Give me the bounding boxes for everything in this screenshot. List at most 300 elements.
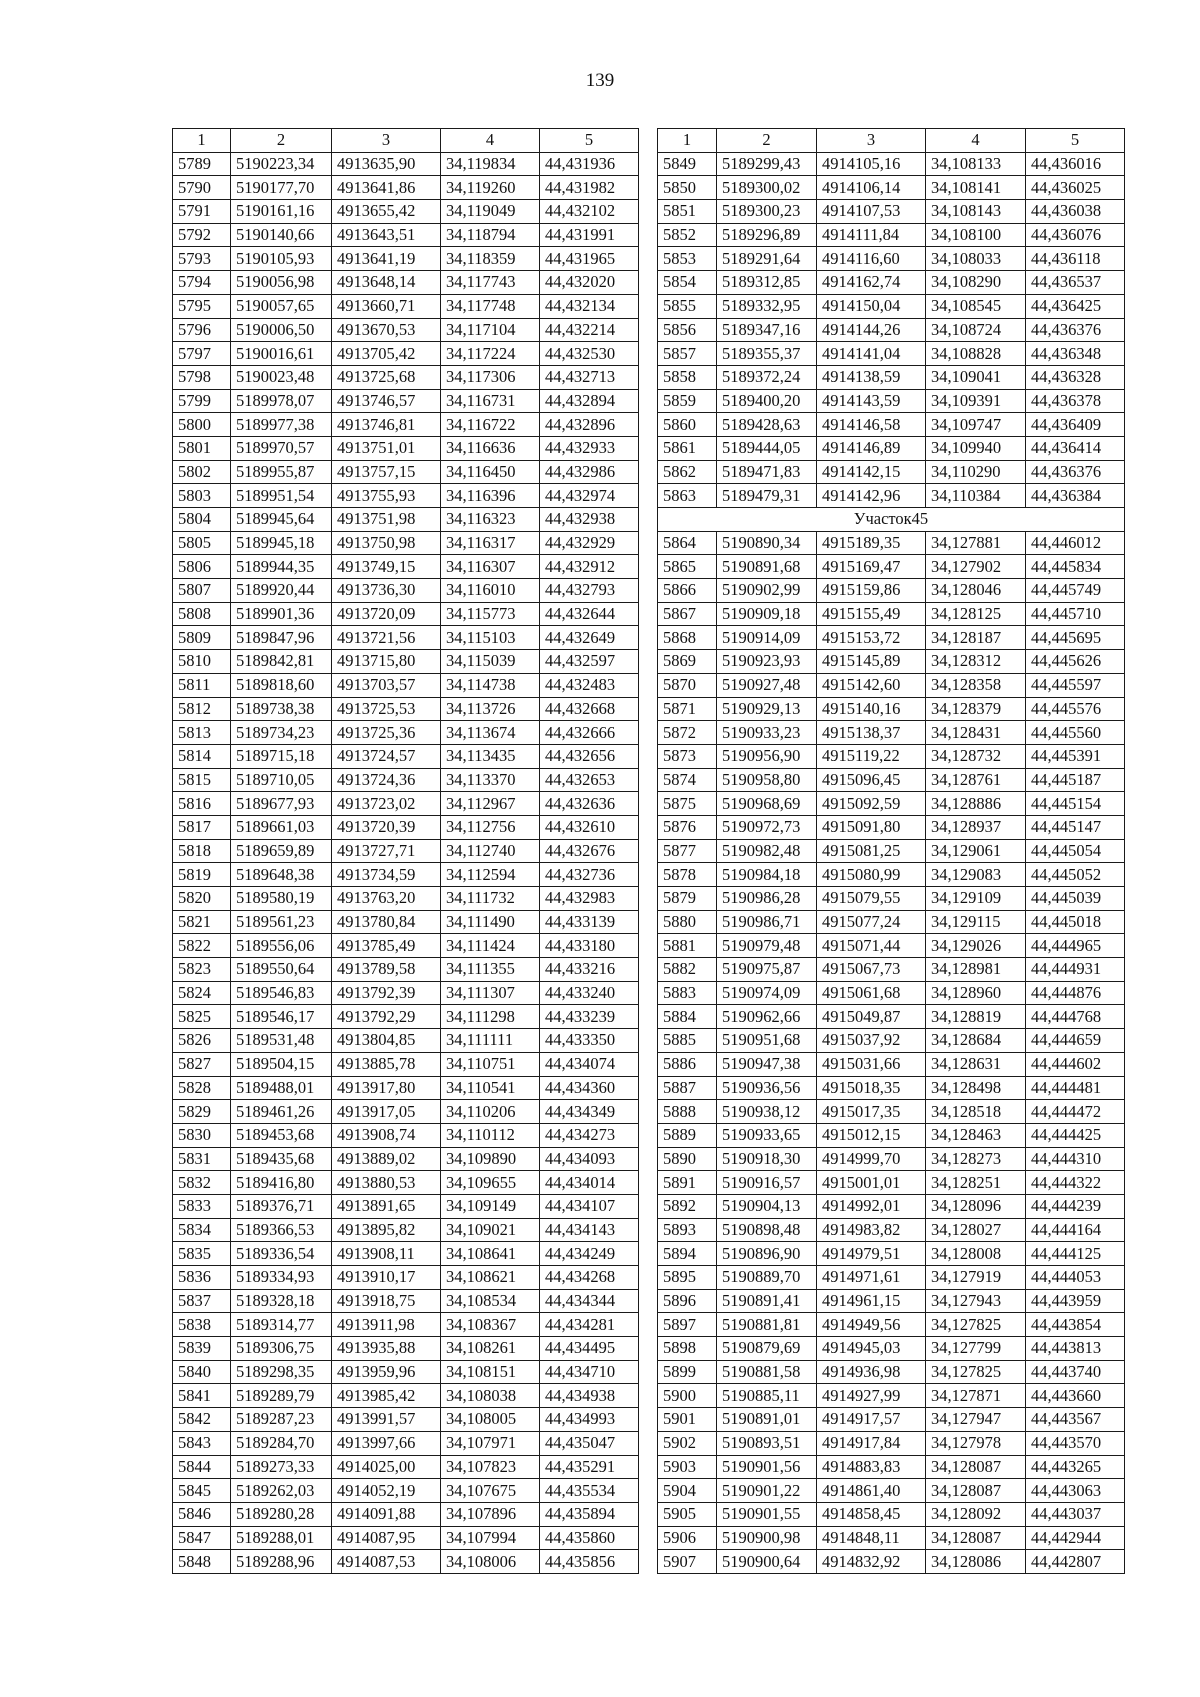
table-cell: 5875 (658, 792, 717, 816)
table-cell: 44,445054 (1026, 839, 1125, 863)
table-cell: 44,432636 (540, 792, 639, 816)
table-cell: 5190016,61 (231, 342, 332, 366)
table-row (658, 626, 1125, 650)
table-cell: 5189296,89 (717, 223, 817, 247)
table-cell: 5190918,30 (717, 1147, 817, 1171)
table-cell: 5850 (658, 176, 717, 200)
table-cell: 4914979,51 (817, 1242, 926, 1266)
table-row (173, 1384, 639, 1408)
table-cell: 5189262,03 (231, 1479, 332, 1503)
table-cell: 34,116323 (441, 508, 540, 532)
table-cell: 44,445147 (1026, 815, 1125, 839)
table-cell: 4914091,88 (332, 1502, 441, 1526)
table-row (658, 460, 1125, 484)
table-row (658, 602, 1125, 626)
table-cell: 5815 (173, 768, 231, 792)
table-cell: 4914945,03 (817, 1337, 926, 1361)
table-cell: 44,442944 (1026, 1526, 1125, 1550)
table-cell: 5845 (173, 1479, 231, 1503)
table-cell: 44,432713 (540, 365, 639, 389)
table-cell: 5856 (658, 318, 717, 342)
table-cell: 5190006,50 (231, 318, 332, 342)
table-cell: 34,113726 (441, 697, 540, 721)
table-cell: 34,128379 (926, 697, 1026, 721)
table-cell: 4913725,53 (332, 697, 441, 721)
table-cell: 5825 (173, 1005, 231, 1029)
table-row (658, 768, 1125, 792)
table-row (658, 1218, 1125, 1242)
table-cell: 5189734,23 (231, 721, 332, 745)
table-cell: 5884 (658, 1005, 717, 1029)
table-cell: 44,434281 (540, 1313, 639, 1337)
table-cell: 5189561,23 (231, 910, 332, 934)
table-cell: 34,108828 (926, 342, 1026, 366)
table-cell: 5790 (173, 176, 231, 200)
table-cell: 44,432530 (540, 342, 639, 366)
table-cell: 34,116722 (441, 413, 540, 437)
table-cell: 5190901,56 (717, 1455, 817, 1479)
table-row (173, 1171, 639, 1195)
table-cell: 5190933,23 (717, 721, 817, 745)
table-cell: 5190105,93 (231, 247, 332, 271)
table-cell: 4913959,96 (332, 1360, 441, 1384)
table-row (173, 1029, 639, 1053)
table-cell: 5189580,19 (231, 887, 332, 911)
table-cell: 4915155,49 (817, 602, 926, 626)
table-cell: 5820 (173, 887, 231, 911)
table-row (173, 1218, 639, 1242)
table-cell: 5190975,87 (717, 958, 817, 982)
table-row (173, 1526, 639, 1550)
table-cell: 44,443063 (1026, 1479, 1125, 1503)
table-cell: 5804 (173, 508, 231, 532)
table-cell: 4913705,42 (332, 342, 441, 366)
table-row (173, 1123, 639, 1147)
table-cell: 5822 (173, 934, 231, 958)
table-row (173, 910, 639, 934)
table-cell: 34,109021 (441, 1218, 540, 1242)
table-cell: 44,432666 (540, 721, 639, 745)
table-cell: 34,116450 (441, 460, 540, 484)
table-cell: 34,128358 (926, 673, 1026, 697)
table-cell: 4914848,11 (817, 1526, 926, 1550)
table-row (173, 555, 639, 579)
table-cell: 34,109655 (441, 1171, 540, 1195)
table-cell: 5900 (658, 1384, 717, 1408)
table-row (658, 1550, 1125, 1574)
table-cell: 44,444425 (1026, 1123, 1125, 1147)
table-cell: 4913804,85 (332, 1029, 441, 1053)
table-cell: 5889 (658, 1123, 717, 1147)
table-cell: 4914983,82 (817, 1218, 926, 1242)
table-cell: 5868 (658, 626, 717, 650)
table-cell: 44,445576 (1026, 697, 1125, 721)
table-cell: 4913734,59 (332, 863, 441, 887)
table-row (658, 650, 1125, 674)
table-cell: 34,111111 (441, 1029, 540, 1053)
table-cell: 4914917,57 (817, 1408, 926, 1432)
table-cell: 5897 (658, 1313, 717, 1337)
table-cell: 4914936,98 (817, 1360, 926, 1384)
table-cell: 34,128463 (926, 1123, 1026, 1147)
table-cell: 34,111307 (441, 981, 540, 1005)
table-cell: 34,127825 (926, 1360, 1026, 1384)
table-cell: 5792 (173, 223, 231, 247)
table-cell: 5189648,38 (231, 863, 332, 887)
table-cell: 4913648,14 (332, 271, 441, 295)
table-cell: 4913908,74 (332, 1123, 441, 1147)
table-row (658, 342, 1125, 366)
table-cell: 4913757,15 (332, 460, 441, 484)
table-cell: 5189661,03 (231, 815, 332, 839)
table-cell: 4915189,35 (817, 531, 926, 555)
table-cell: 5190177,70 (231, 176, 332, 200)
table-cell: 4913655,42 (332, 200, 441, 224)
table-cell: 5841 (173, 1384, 231, 1408)
table-row (173, 721, 639, 745)
table-row (658, 1005, 1125, 1029)
table-cell: 34,111424 (441, 934, 540, 958)
table-cell: 34,109041 (926, 365, 1026, 389)
table-cell: 5802 (173, 460, 231, 484)
table-row (173, 200, 639, 224)
table-cell: 34,128096 (926, 1194, 1026, 1218)
table-cell: 34,109391 (926, 389, 1026, 413)
table-cell: 4913720,39 (332, 815, 441, 839)
table-cell: 5896 (658, 1289, 717, 1313)
table-cell: 34,127947 (926, 1408, 1026, 1432)
table-cell: 4914961,15 (817, 1289, 926, 1313)
table-cell: 4915079,55 (817, 887, 926, 911)
table-row (173, 579, 639, 603)
table-cell: 5189288,01 (231, 1526, 332, 1550)
table-cell: 5888 (658, 1100, 717, 1124)
table-cell: 34,127943 (926, 1289, 1026, 1313)
table-cell: 44,444965 (1026, 934, 1125, 958)
table-cell: 34,128187 (926, 626, 1026, 650)
table-cell: 4914858,45 (817, 1502, 926, 1526)
table-cell: 44,434143 (540, 1218, 639, 1242)
table-cell: 34,128937 (926, 815, 1026, 839)
table-cell: 44,432986 (540, 460, 639, 484)
table-cell: 4913746,57 (332, 389, 441, 413)
table-cell: 34,107675 (441, 1479, 540, 1503)
table-cell: 34,108621 (441, 1266, 540, 1290)
table-cell: 5869 (658, 650, 717, 674)
table-cell: 5189289,79 (231, 1384, 332, 1408)
table-cell: 44,445187 (1026, 768, 1125, 792)
table-cell: 34,128087 (926, 1455, 1026, 1479)
table-cell: 5851 (658, 200, 717, 224)
table-cell: 34,110290 (926, 460, 1026, 484)
table-cell: 5806 (173, 555, 231, 579)
table-row (173, 1005, 639, 1029)
table-row (658, 318, 1125, 342)
table-row (173, 294, 639, 318)
table-cell: 34,114738 (441, 673, 540, 697)
table-cell: 5826 (173, 1029, 231, 1053)
table-cell: 5863 (658, 484, 717, 508)
table-cell: 34,108545 (926, 294, 1026, 318)
table-cell: 44,444053 (1026, 1266, 1125, 1290)
table-cell: 5190984,18 (717, 863, 817, 887)
table-row (173, 1289, 639, 1313)
table-cell: 4913746,81 (332, 413, 441, 437)
table-cell: 4914106,14 (817, 176, 926, 200)
table-row (658, 910, 1125, 934)
table-cell: 5854 (658, 271, 717, 295)
table-cell: 5812 (173, 697, 231, 721)
table-cell: 5190023,48 (231, 365, 332, 389)
table-cell: 34,128498 (926, 1076, 1026, 1100)
table-cell: 34,129115 (926, 910, 1026, 934)
table-row (658, 958, 1125, 982)
table-cell: 5189306,75 (231, 1337, 332, 1361)
table-cell: 5190968,69 (717, 792, 817, 816)
table-cell: 5904 (658, 1479, 717, 1503)
table-row (658, 555, 1125, 579)
table-cell: 5189546,17 (231, 1005, 332, 1029)
table-row (173, 176, 639, 200)
table-row (658, 1194, 1125, 1218)
table-cell: 4913908,11 (332, 1242, 441, 1266)
table-cell: 4913721,56 (332, 626, 441, 650)
table-cell: 34,111298 (441, 1005, 540, 1029)
table-cell: 34,108141 (926, 176, 1026, 200)
table-cell: 5190893,51 (717, 1431, 817, 1455)
table-cell: 34,127871 (926, 1384, 1026, 1408)
table-cell: 5838 (173, 1313, 231, 1337)
table-cell: 34,112594 (441, 863, 540, 887)
table-cell: 44,445749 (1026, 579, 1125, 603)
table-cell: 5894 (658, 1242, 717, 1266)
table-cell: 5847 (173, 1526, 231, 1550)
table-cell: 5189479,31 (717, 484, 817, 508)
table-cell: 44,435860 (540, 1526, 639, 1550)
table-row (173, 247, 639, 271)
table-cell: 5811 (173, 673, 231, 697)
table-cell: 44,435534 (540, 1479, 639, 1503)
table-row (658, 1313, 1125, 1337)
table-cell: 4914832,92 (817, 1550, 926, 1574)
table-cell: 5817 (173, 815, 231, 839)
table-row (173, 981, 639, 1005)
table-cell: 44,432644 (540, 602, 639, 626)
table-cell: 34,128251 (926, 1171, 1026, 1195)
table-row (658, 934, 1125, 958)
table-row (658, 579, 1125, 603)
table-cell: 5866 (658, 579, 717, 603)
table-row (658, 531, 1125, 555)
table-row (173, 1100, 639, 1124)
section-row (658, 508, 1125, 532)
table-cell: 34,108005 (441, 1408, 540, 1432)
table-cell: 44,445039 (1026, 887, 1125, 911)
table-cell: 44,432974 (540, 484, 639, 508)
table-cell: 5189488,01 (231, 1076, 332, 1100)
column-header: 5 (540, 129, 639, 153)
table-cell: 5819 (173, 863, 231, 887)
table-cell: 5190947,38 (717, 1052, 817, 1076)
table-cell: 5893 (658, 1218, 717, 1242)
table-row (658, 815, 1125, 839)
table-cell: 4915091,80 (817, 815, 926, 839)
table-cell: 4914025,00 (332, 1455, 441, 1479)
table-cell: 44,432793 (540, 579, 639, 603)
table-cell: 4913750,98 (332, 531, 441, 555)
table-cell: 4915081,25 (817, 839, 926, 863)
table-cell: 44,434993 (540, 1408, 639, 1432)
table-cell: 44,444931 (1026, 958, 1125, 982)
table-cell: 34,110206 (441, 1100, 540, 1124)
table-cell: 5189416,80 (231, 1171, 332, 1195)
table-cell: 34,119049 (441, 200, 540, 224)
table-cell: 44,436025 (1026, 176, 1125, 200)
table-cell: 5796 (173, 318, 231, 342)
table-cell: 44,445626 (1026, 650, 1125, 674)
column-header: 1 (173, 129, 231, 153)
table-cell: 34,113370 (441, 768, 540, 792)
table-cell: 4913889,02 (332, 1147, 441, 1171)
table-cell: 5852 (658, 223, 717, 247)
table-cell: 4914107,53 (817, 200, 926, 224)
table-cell: 34,119834 (441, 152, 540, 176)
table-cell: 5842 (173, 1408, 231, 1432)
table-cell: 5849 (658, 152, 717, 176)
table-row (173, 887, 639, 911)
table-cell: 44,432656 (540, 744, 639, 768)
table-cell: 5190901,55 (717, 1502, 817, 1526)
table-row (658, 1242, 1125, 1266)
table-cell: 4913789,58 (332, 958, 441, 982)
table-row (658, 1147, 1125, 1171)
table-cell: 4913911,98 (332, 1313, 441, 1337)
table-row (658, 1526, 1125, 1550)
right-coordinate-table (657, 128, 1125, 1574)
table-cell: 34,115773 (441, 602, 540, 626)
table-cell: 44,432020 (540, 271, 639, 295)
column-header: 2 (231, 129, 332, 153)
table-cell: 44,444768 (1026, 1005, 1125, 1029)
table-cell: 5890 (658, 1147, 717, 1171)
table-cell: 4914146,89 (817, 436, 926, 460)
table-cell: 4913985,42 (332, 1384, 441, 1408)
table-cell: 5887 (658, 1076, 717, 1100)
table-cell: 4913895,82 (332, 1218, 441, 1242)
table-cell: 34,128960 (926, 981, 1026, 1005)
table-cell: 5848 (173, 1550, 231, 1574)
table-cell: 34,115103 (441, 626, 540, 650)
table-cell: 34,108641 (441, 1242, 540, 1266)
table-cell: 5865 (658, 555, 717, 579)
page-number: 139 (585, 70, 615, 91)
table-cell: 5189366,53 (231, 1218, 332, 1242)
table-cell: 5873 (658, 744, 717, 768)
table-cell: 4913885,78 (332, 1052, 441, 1076)
table-row (658, 1052, 1125, 1076)
table-cell: 34,108290 (926, 271, 1026, 295)
table-row (658, 176, 1125, 200)
table-cell: 34,117306 (441, 365, 540, 389)
table-cell: 4914146,58 (817, 413, 926, 437)
table-cell: 5859 (658, 389, 717, 413)
table-cell: 44,436348 (1026, 342, 1125, 366)
table-cell: 44,445391 (1026, 744, 1125, 768)
table-row (658, 365, 1125, 389)
table-cell: 5190879,69 (717, 1337, 817, 1361)
table-cell: 34,116636 (441, 436, 540, 460)
table-cell: 34,111732 (441, 887, 540, 911)
table-cell: 44,432597 (540, 650, 639, 674)
table-row (173, 508, 639, 532)
table-cell: 44,434268 (540, 1266, 639, 1290)
table-cell: 5189677,93 (231, 792, 332, 816)
table-cell: 5190958,80 (717, 768, 817, 792)
table-cell: 5189376,71 (231, 1194, 332, 1218)
table-cell: 5189556,06 (231, 934, 332, 958)
table-row (658, 697, 1125, 721)
table-cell: 5190898,48 (717, 1218, 817, 1242)
table-row (173, 413, 639, 437)
table-cell: 34,127881 (926, 531, 1026, 555)
table-cell: 34,128092 (926, 1502, 1026, 1526)
section-title: Участок45 (658, 508, 1125, 532)
table-cell: 4915049,87 (817, 1005, 926, 1029)
table-cell: 44,432134 (540, 294, 639, 318)
table-cell: 44,434107 (540, 1194, 639, 1218)
table-cell: 5821 (173, 910, 231, 934)
table-cell: 34,128273 (926, 1147, 1026, 1171)
table-cell: 5189288,96 (231, 1550, 332, 1574)
table-cell: 4913660,71 (332, 294, 441, 318)
table-row (658, 721, 1125, 745)
table-cell: 5189400,20 (717, 389, 817, 413)
table-row (173, 1337, 639, 1361)
table-cell: 44,434344 (540, 1289, 639, 1313)
table-cell: 44,431936 (540, 152, 639, 176)
table-row (658, 1289, 1125, 1313)
table-row (173, 673, 639, 697)
table-cell: 34,108006 (441, 1550, 540, 1574)
table-cell: 4915061,68 (817, 981, 926, 1005)
table-cell: 34,108133 (926, 152, 1026, 176)
table-cell: 4914162,74 (817, 271, 926, 295)
table-cell: 5190962,66 (717, 1005, 817, 1029)
table-cell: 34,115039 (441, 650, 540, 674)
table-cell: 5892 (658, 1194, 717, 1218)
table-cell: 5906 (658, 1526, 717, 1550)
table-cell: 5189710,05 (231, 768, 332, 792)
table-cell: 44,444876 (1026, 981, 1125, 1005)
table-cell: 34,128086 (926, 1550, 1026, 1574)
table-cell: 34,128431 (926, 721, 1026, 745)
table-cell: 5189461,26 (231, 1100, 332, 1124)
table-cell: 44,434360 (540, 1076, 639, 1100)
table-cell: 5882 (658, 958, 717, 982)
table-cell: 4913720,09 (332, 602, 441, 626)
table-cell: 4914087,95 (332, 1526, 441, 1550)
table-cell: 5189428,63 (717, 413, 817, 437)
table-cell: 34,116317 (441, 531, 540, 555)
table-row (173, 934, 639, 958)
table-cell: 4915145,89 (817, 650, 926, 674)
table-row (658, 744, 1125, 768)
table-cell: 44,432938 (540, 508, 639, 532)
table-cell: 5190900,64 (717, 1550, 817, 1574)
table-cell: 5190891,01 (717, 1408, 817, 1432)
table-cell: 5872 (658, 721, 717, 745)
table-cell: 5881 (658, 934, 717, 958)
